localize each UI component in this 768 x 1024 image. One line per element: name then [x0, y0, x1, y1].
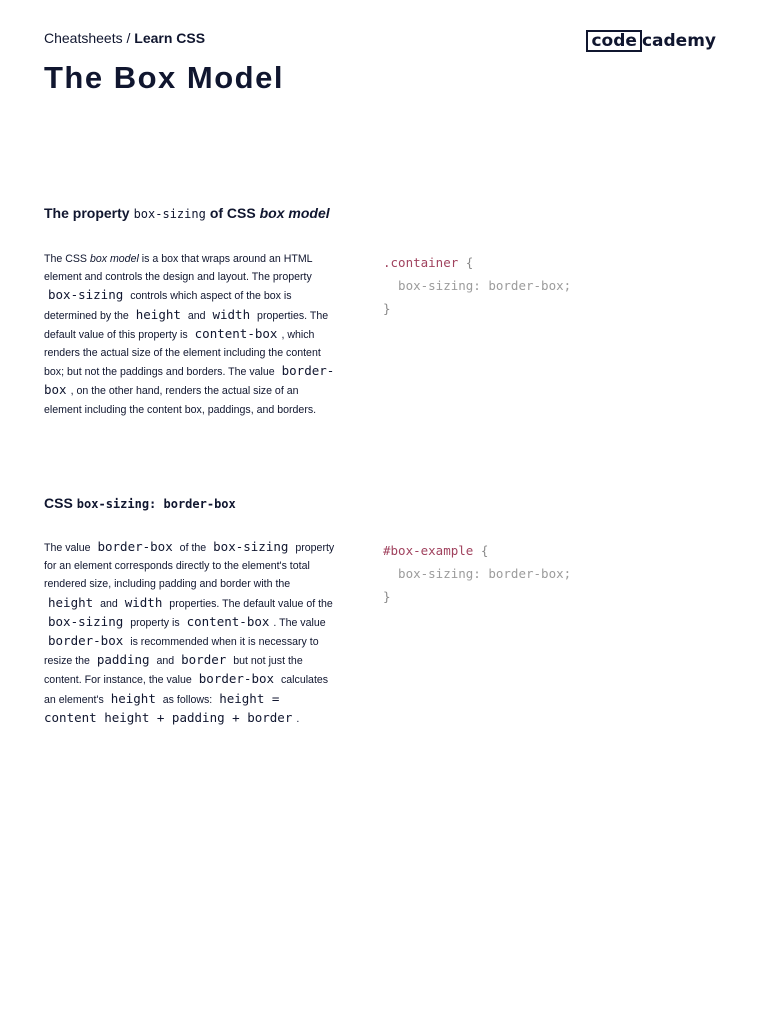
codecademy-logo[interactable] [586, 30, 716, 52]
desc-text: property is [127, 616, 183, 629]
desc-text: property for an element corresponds directly to the element's total rendered size, including padding and border with the [44, 542, 335, 591]
inline-code: height [110, 690, 156, 706]
inline-code: box-sizing [48, 613, 124, 629]
desc-emphasis: box model [89, 253, 139, 265]
section-title [44, 495, 724, 511]
page-title: The Box Model [44, 60, 284, 95]
section-box-sizing-property [44, 205, 724, 416]
desc-text: . [296, 712, 300, 725]
desc-text: , on the other hand, renders the actual size of an element including the content box, paddings, and borders. [44, 385, 317, 416]
breadcrumb-root-link[interactable]: Cheatsheets [44, 30, 123, 46]
inline-code: border-box [44, 363, 335, 398]
code-selector: #box-example [383, 543, 474, 558]
section-title-code: box-sizing: border-box [76, 497, 236, 511]
desc-text: The CSS [44, 253, 90, 265]
desc-text: as follows: [159, 693, 216, 706]
inline-code: width [124, 594, 163, 610]
inline-code: box-sizing [48, 287, 124, 303]
desc-text: but not just the content. For instance, the value [44, 655, 303, 687]
inline-code: border-box [48, 633, 124, 649]
desc-text: The value [44, 542, 94, 554]
inline-code: content-box [186, 613, 270, 629]
code-declaration: box-sizing: border-box; [383, 278, 572, 293]
desc-text: . The value [273, 616, 326, 629]
desc-text: properties. The default value of the [166, 597, 333, 610]
inline-code: height [135, 306, 181, 322]
logo-academy-text: cademy [641, 31, 716, 51]
page-header [44, 30, 716, 54]
section-title-code: box-sizing [133, 207, 206, 221]
breadcrumb-separator: / [122, 30, 135, 46]
section-title-text: CSS [44, 495, 73, 511]
code-brace: { [458, 255, 474, 270]
code-brace: } [383, 301, 391, 316]
desc-text: and [97, 597, 121, 610]
inline-code: border [181, 652, 227, 668]
desc-text: is recommended when it is necessary to resize the [44, 636, 319, 668]
desc-text: and [184, 309, 209, 322]
desc-text: , which renders the actual size of the element including the content box; but not the paddings and borders. The value [44, 328, 321, 379]
desc-text: is a box that wraps around an HTML element and controls the design and layout. The property [44, 253, 313, 284]
section-title [44, 205, 724, 221]
desc-text: properties. The default value of this property is [44, 309, 329, 341]
breadcrumb-current[interactable]: Learn CSS [134, 30, 206, 46]
section-title-text: of CSS [209, 205, 256, 221]
inline-code: width [212, 306, 251, 322]
desc-text: of the [176, 542, 210, 554]
section-title-emphasis: box model [259, 205, 330, 221]
inline-code: box-sizing [213, 539, 289, 554]
code-declaration: box-sizing: border-box; [383, 566, 572, 581]
section-description [44, 538, 336, 728]
inline-code: height [48, 594, 94, 610]
inline-code: padding [96, 652, 150, 668]
desc-text: controls which aspect of the box is determined by the [44, 290, 292, 322]
code-brace: } [383, 589, 391, 604]
desc-text: and [153, 655, 178, 668]
section-description [44, 250, 336, 419]
inline-code: border-box [97, 539, 173, 554]
inline-code: border-box [198, 671, 275, 687]
logo-code-box: code [586, 30, 641, 52]
desc-text: calculates an element's [44, 674, 329, 706]
code-selector: .container [383, 255, 459, 270]
code-example [383, 251, 571, 320]
section-border-box [44, 495, 724, 725]
code-brace: { [473, 543, 489, 558]
section-title-text: The property [44, 205, 130, 221]
code-example [383, 539, 571, 608]
inline-code: content-box [194, 325, 278, 341]
inline-code: height = content height + padding + border [44, 690, 293, 725]
